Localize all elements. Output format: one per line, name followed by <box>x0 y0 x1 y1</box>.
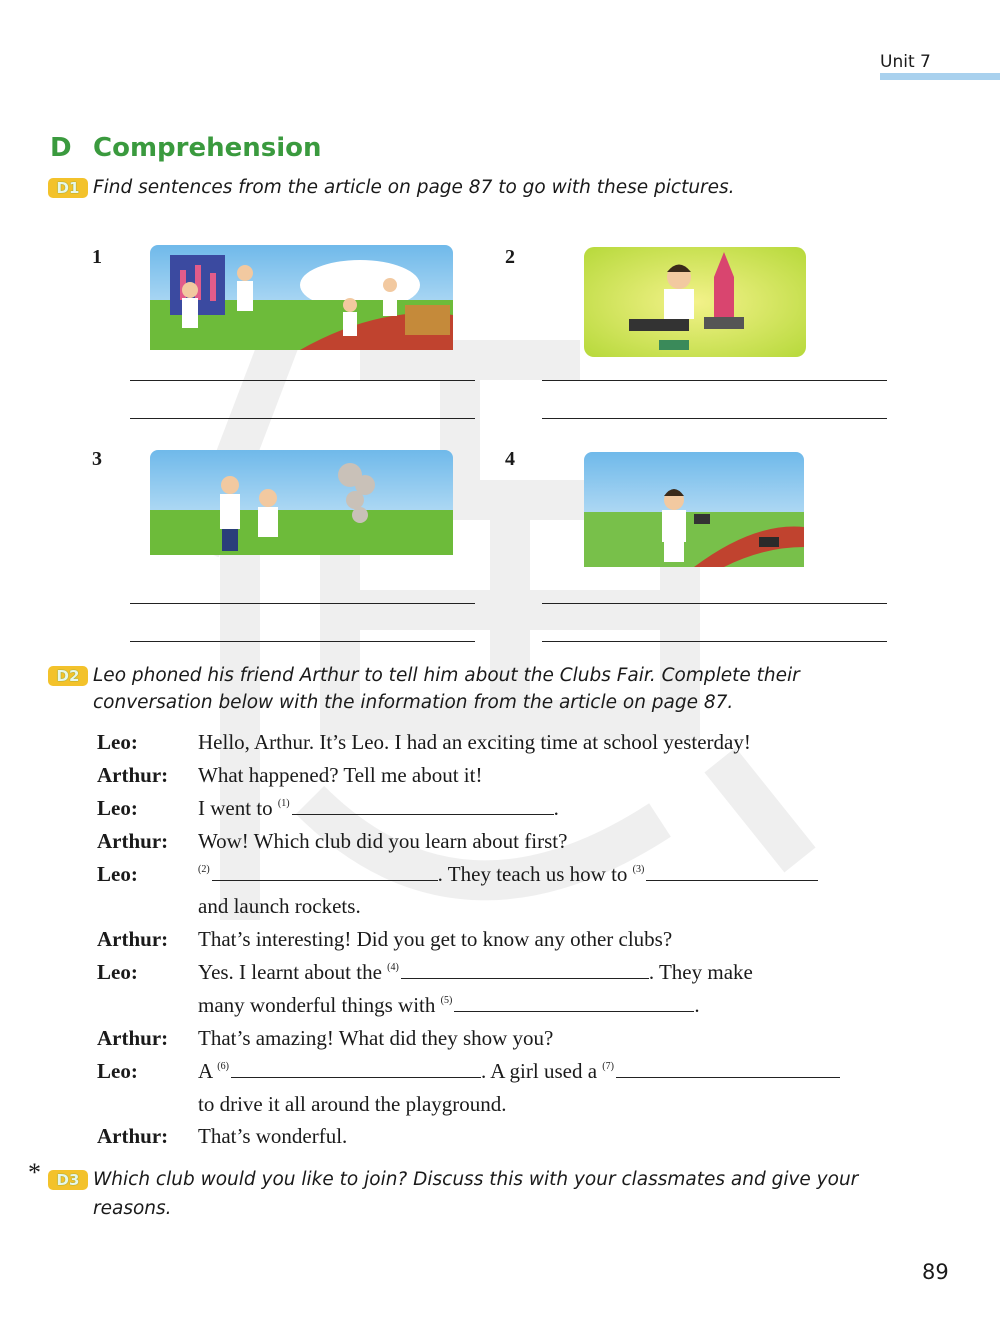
answer-line-2b[interactable] <box>542 418 887 419</box>
boy-building-rocket-image <box>584 247 806 357</box>
picture-3-number: 3 <box>92 448 102 470</box>
speaker-arthur: Arthur: <box>97 763 169 787</box>
picture-2-number: 2 <box>505 246 515 268</box>
d1-badge: D1 <box>48 178 88 198</box>
picture-1-number: 1 <box>92 246 102 268</box>
speaker-leo: Leo: <box>97 960 138 984</box>
dialogue-text: many wonderful things with <box>198 993 436 1017</box>
answer-line-4b[interactable] <box>542 641 887 642</box>
girl-remote-control-car-image <box>584 452 804 567</box>
answer-line-4a[interactable] <box>542 603 887 604</box>
d3-badge: D3 <box>48 1170 88 1190</box>
dialogue-text: . They teach us how to <box>437 862 628 886</box>
dialogue-line: to drive it all around the playground. <box>198 1092 507 1116</box>
blank-6[interactable] <box>231 1059 481 1078</box>
blank-2[interactable] <box>212 862 438 881</box>
dialogue-line <box>198 796 559 821</box>
dialogue-line: That’s interesting! Did you get to know any other clubs? <box>198 927 673 951</box>
d2-badge: D2 <box>48 666 88 686</box>
d3-instruction-line-2: reasons. <box>93 1198 172 1219</box>
section-letter: D <box>50 133 72 163</box>
dialogue-line: That’s wonderful. <box>198 1124 348 1148</box>
dialogue-line <box>198 960 753 985</box>
club-fair-scene-image <box>150 245 453 350</box>
d1-instruction: Find sentences from the article on page 87 to go with these pictures. <box>93 177 735 198</box>
speaker-leo: Leo: <box>97 796 138 820</box>
blank-number-1: (1) <box>277 798 290 809</box>
dialogue-text: . <box>694 993 700 1017</box>
answer-line-3b[interactable] <box>130 641 475 642</box>
dialogue-text: . <box>553 796 559 820</box>
speaker-leo: Leo: <box>97 730 138 754</box>
dialogue-text: . They make <box>648 960 753 984</box>
blank-number-4: (4) <box>387 962 399 973</box>
dialogue-line <box>198 1059 840 1084</box>
answer-line-3a[interactable] <box>130 603 475 604</box>
dialogue-text: I went to <box>198 796 273 820</box>
challenge-star-icon: * <box>28 1158 41 1187</box>
blank-number-5: (5) <box>440 995 453 1006</box>
blank-number-7: (7) <box>602 1061 614 1072</box>
page-number: 89 <box>922 1260 949 1284</box>
blank-4[interactable] <box>401 960 649 979</box>
d2-instruction-line-2: conversation below with the information from the article on page 87. <box>93 692 734 713</box>
dialogue-text: . A girl used a <box>480 1059 598 1083</box>
speaker-leo: Leo: <box>97 862 138 886</box>
blank-5[interactable] <box>454 993 694 1012</box>
section-title: Comprehension <box>93 133 322 163</box>
speaker-leo: Leo: <box>97 1059 138 1083</box>
speaker-arthur: Arthur: <box>97 1026 169 1050</box>
blank-number-2: (2) <box>198 864 210 875</box>
rocket-launch-smoke-image <box>150 450 453 555</box>
speaker-arthur: Arthur: <box>97 927 169 951</box>
dialogue-line <box>198 862 818 887</box>
blank-number-6: (6) <box>217 1061 229 1072</box>
speaker-arthur: Arthur: <box>97 1124 169 1148</box>
blank-7[interactable] <box>616 1059 840 1078</box>
blank-3[interactable] <box>646 862 818 881</box>
dialogue-line: What happened? Tell me about it! <box>198 763 483 787</box>
dialogue-line <box>198 993 700 1018</box>
speaker-arthur: Arthur: <box>97 829 169 853</box>
blank-number-3: (3) <box>632 864 645 875</box>
dialogue-line: Hello, Arthur. It’s Leo. I had an exciting time at school yesterday! <box>198 730 751 754</box>
d2-instruction-line-1: Leo phoned his friend Arthur to tell him about the Clubs Fair. Complete their <box>93 665 800 686</box>
answer-line-2a[interactable] <box>542 380 887 381</box>
unit-bar <box>880 73 1000 80</box>
dialogue-line: Wow! Which club did you learn about first? <box>198 829 568 853</box>
picture-4-number: 4 <box>505 448 515 470</box>
dialogue-text: Yes. I learnt about the <box>198 960 382 984</box>
unit-label: Unit 7 <box>880 52 931 72</box>
dialogue-text: A <box>198 1059 213 1083</box>
blank-1[interactable] <box>292 796 554 815</box>
dialogue-line: That’s amazing! What did they show you? <box>198 1026 554 1050</box>
d3-instruction-line-1: Which club would you like to join? Discuss this with your classmates and give your <box>93 1169 859 1190</box>
answer-line-1b[interactable] <box>130 418 475 419</box>
dialogue-line: and launch rockets. <box>198 894 361 918</box>
answer-line-1a[interactable] <box>130 380 475 381</box>
